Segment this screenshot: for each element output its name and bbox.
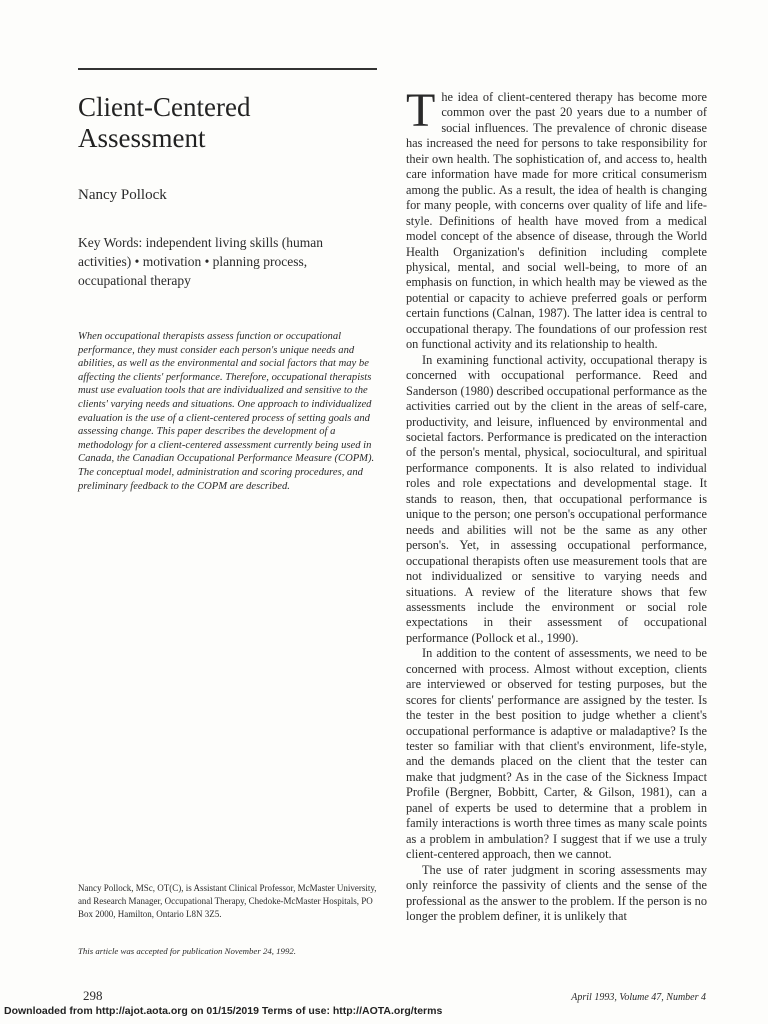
body-paragraph-2: In examining functional activity, occupational therapy is concerned with occupational performance. Reed and Sanderson (1980) described occupational performance as the activities carried out by the client in the areas of self-care, productivity, and leisure, influenced by environmental and societal factors. Performance is predicated on the interaction of the person's mental, physical, sociocultural, and spiritual performance components. It is also related to individual roles and role expectations and developmental stage. It stands to reason, then, that occupational performance is unique to the person; one person's occupational performance needs and abilities will not be the same as any other person's. Yet, in assessing occupational performance, occupational therapists often use measurement tools that are not individualized or sensitive to varying needs and situations. A review of the literature shows that few assessments include the environment or social role expectations in their assessment of occupational performance (Pollock et al., 1990). [406, 352, 707, 645]
key-words: Key Words: independent living skills (human activities) • motivation • planning process, occupational therapy [78, 235, 324, 288]
author-name: Nancy Pollock [78, 187, 167, 203]
body-paragraph-4: The use of rater judgment in scoring assessments may only reinforce the passivity of clients and the sense of the professional as the answer to the problem. If the person is no longer the problem definer, it is unlikely that [406, 862, 707, 924]
author-note: Nancy Pollock, MSc, OT(C), is Assistant Clinical Professor, McMaster University, and Research Manager, Occupational Therapy, Chedoke-McMaster Hospitals, PO Box 2000, Hamilton, Ontario L8N 3Z5. [78, 883, 377, 919]
download-link[interactable]: Downloaded from http://ajot.aota.org on 01/15/2019 Terms of use: http://AOTA.org/terms [4, 1005, 443, 1017]
article-title [78, 92, 378, 154]
title-line-2: Assessment [78, 123, 206, 153]
body-paragraph-3: In addition to the content of assessments, we need to be concerned with process. Almost without exception, clients are interviewed or observed for testing purposes, but the scores for clients' performance are assigned by the tester. Is the tester in the best position to judge whether a client's occupational performance is adaptive or maladaptive? Is the tester so familiar with that client's environment, life-style, and the demands placed on the client that the tester can make that judgment? As in the case of the Sickness Impact Profile (Bergner, Bobbitt, Carter, & Gilson, 1981), can a panel of experts be used to determine that a problem in family interactions is worth three times as many scale points as a problem in ambulation? I suggest that if we use a truly client-centered approach, then we cannot. [406, 646, 707, 862]
drop-cap: T [406, 84, 436, 137]
body-paragraph-1 [406, 84, 707, 353]
paragraph-1-text: he idea of client-centered therapy has become more common over the past 20 years due to a number of social influences. The prevalence of chronic disease has increased the need for persons to take responsibility for their own health. The sophistication of, and access to, health care information have made for more critical consumerism among the public. As a result, the idea of health is changing for many people, with concerns over quality of life and life-style. Definitions of health have moved from a medical model concept of the absence of disease, through the World Health Organization's definition including complete physical, mental, and social well-being, to more of an emphasis on function, in which health may be viewed as the potential or capacity to achieve preferred goals or perform certain functions (Calnan, 1987). The latter idea is central to occupational therapy. The foundations of our profession rest on functional activity and its relationship to health. [406, 90, 707, 352]
journal-info: April 1993, Volume 47, Number 4 [571, 992, 706, 1003]
header-rule [78, 68, 377, 70]
page-number: 298 [83, 988, 103, 1003]
acceptance-note: This article was accepted for publication November 24, 1992. [78, 946, 296, 956]
title-line-1: Client-Centered [78, 92, 251, 122]
body-column [406, 84, 707, 924]
abstract: When occupational therapists assess function or occupational performance, they must consider each person's unique needs and abilities, as well as the environmental and social factors that may be affecting the clients' performance. Therefore, occupational therapists must use evaluation tools that are individualized and sensitive to the clients' varying needs and situations. One approach to individualized evaluation is the use of a client-centered process of setting goals and assessing change. This paper describes the development of a methodology for a client-centered assessment currently being used in Canada, the Canadian Occupational Performance Measure (COPM). The conceptual model, administration and scoring procedures, and preliminary feedback to the COPM are described. [78, 331, 375, 492]
download-notice[interactable] [4, 1005, 442, 1017]
